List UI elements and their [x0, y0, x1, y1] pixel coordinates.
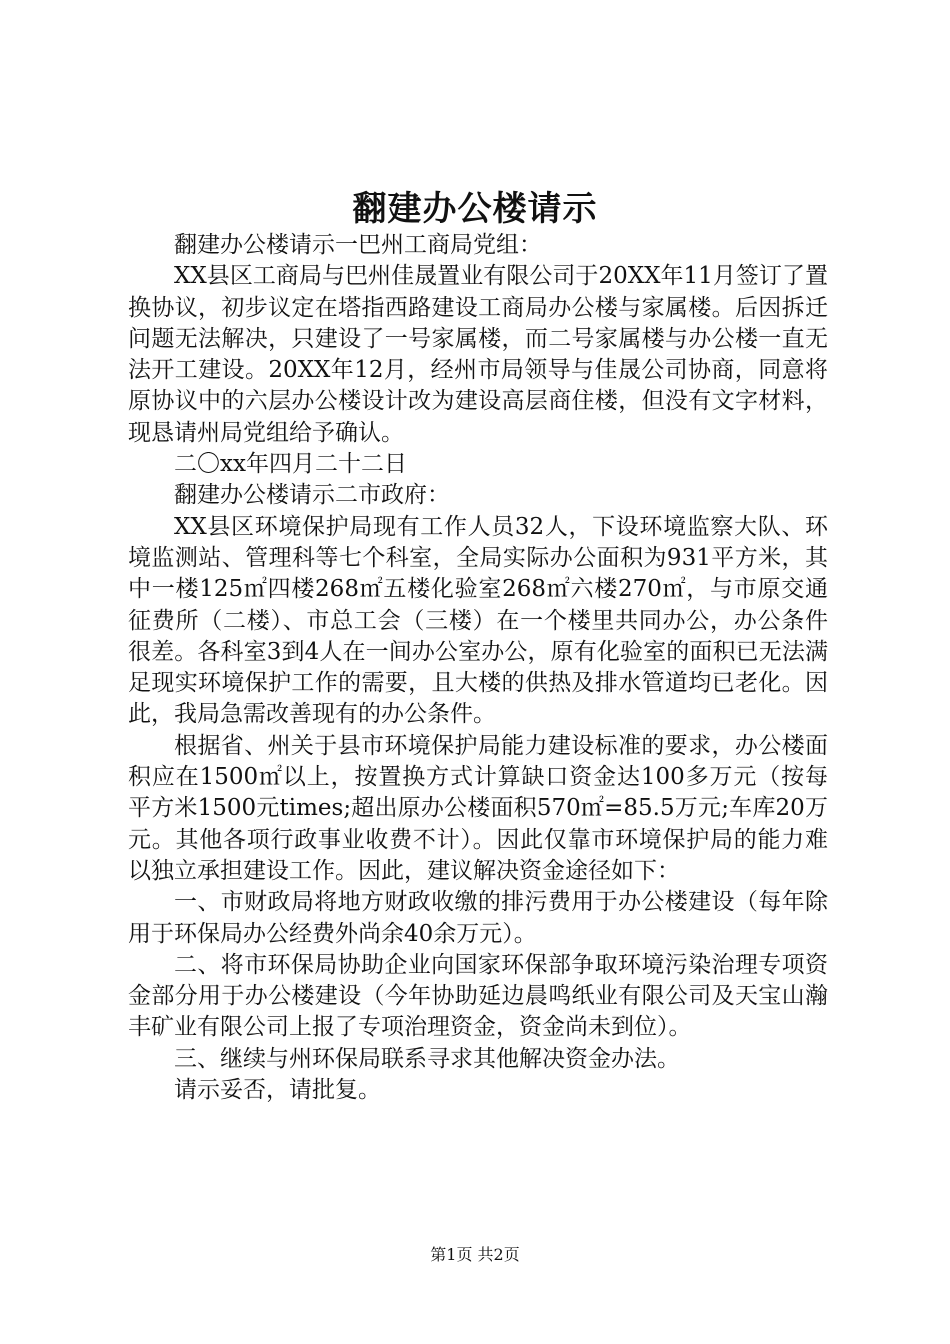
- paragraph-content-3: 根据省、州关于县市环境保护局能力建设标准的要求，办公楼面积应在1500㎡以上，按置换方式计算缺口资金达100多万元（按每平方米1500元times;超出原办公楼面积570㎡=85.5万元;车库20万元。其他各项行政事业收费不计）。因此仅靠市环境保护局的能力难以独立承担建设工作。因此，建议解决资金途径如下：: [128, 732, 828, 884]
- paragraph-date: 二〇xx年四月二十二日: [174, 451, 407, 478]
- paragraph-salutation-2: 翻建办公楼请示二市政府：: [174, 482, 450, 509]
- paragraph-salutation-1: 翻建办公楼请示一巴州工商局党组：: [174, 232, 542, 258]
- paragraph-item-1: 一、市财政局将地方财政收缴的排污费用于办公楼建设（每年除用于环保局办公经费外尚余40余万元）。: [128, 889, 828, 947]
- document-body: [128, 230, 828, 1106]
- paragraph-item-2: 二、将市环保局协助企业向国家环保部争取环境污染治理专项资金部分用于办公楼建设（今年协助延边晨鸣纸业有限公司及天宝山瀚丰矿业有限公司上报了专项治理资金，资金尚未到位）。: [128, 951, 828, 1041]
- document-title: 翻建办公楼请示: [352, 189, 598, 229]
- paragraph-closing: 请示妥否，请批复。: [174, 1077, 381, 1104]
- paragraph-content-1: XX县区工商局与巴州佳晟置业有限公司于20XX年11月签订了置换协议，初步议定在塔指西路建设工商局办公楼与家属楼。后因拆迁问题无法解决，只建设了一号家属楼，而二号家属楼与办公楼一直无法开工建设。20XX年12月，经州市局领导与佳晟公司协商，同意将原协议中的六层办公楼设计改为建设高层商住楼，但没有文字材料，现恳请州局党组给予确认。: [128, 263, 828, 446]
- page-number-footer: 第1页 共2页: [430, 1245, 520, 1264]
- paragraph-item-3: 三、继续与州环保局联系寻求其他解决资金办法。: [174, 1045, 680, 1072]
- paragraph-content-2: XX县区环境保护局现有工作人员32人，下设环境监察大队、环境监测站、管理科等七个科室，全局实际办公面积为931平方米，其中一楼125㎡四楼268㎡五楼化验室268㎡六楼270㎡，与市原交通征费所（二楼）、市总工会（三楼）在一个楼里共同办公，办公条件很差。各科室3到4人在一间办公室办公，原有化验室的面积已无法满足现实环境保护工作的需要，且大楼的供热及排水管道均已老化。因此，我局急需改善现有的办公条件。: [128, 513, 828, 728]
